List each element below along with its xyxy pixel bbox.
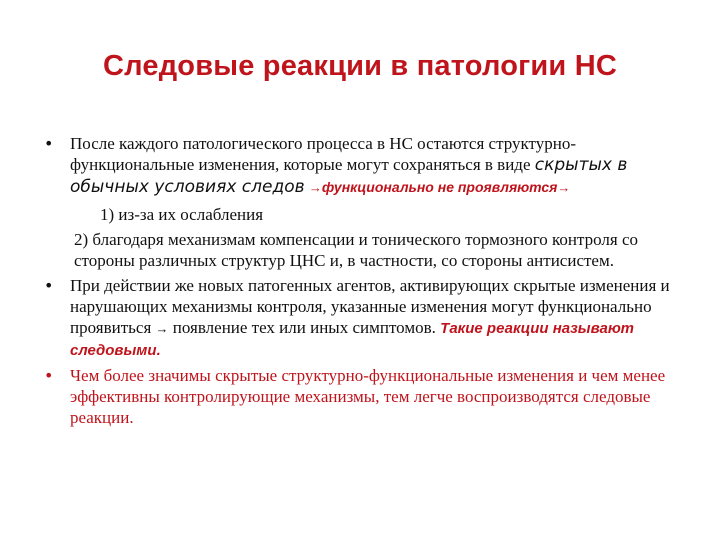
arrow-icon: →	[155, 321, 169, 336]
bullet-1-paragraph	[70, 133, 694, 198]
bullet-item-3	[44, 365, 694, 428]
bullet-2-red-emphasis: Такие реакции называют следовыми.	[70, 320, 634, 359]
bullet-1-sub-item-2-text: 2) благодаря механизмам компенсации и тонического тормозного контроля со стороны различных структур ЦНС и, в частности, со стороны антисистем.	[74, 230, 638, 270]
bullet-marker: •	[44, 366, 54, 385]
bullet-marker: •	[44, 276, 54, 295]
arrow-icon: →	[557, 180, 571, 195]
bullet-2-text-continued: появление тех или иных симптомов.	[168, 318, 441, 337]
bullet-marker: •	[44, 134, 54, 153]
bullet-3-text: Чем более значимы скрытые структурно-функциональные изменения и чем менее эффективны контролирующие механизмы, тем легче воспроизводятся следовые реакции.	[70, 366, 666, 427]
bullet-1-italic-phrase: скрытых в обычных условиях следов	[70, 155, 628, 197]
bullet-2-text: При действии же новых патогенных агентов, активирующих скрытые изменения и нарушающих механизмы контроля, указанные изменения могут функционально проявиться	[70, 276, 670, 337]
bullet-1-text: После каждого патологического процесса в НС остаются структурно-функциональные изменения, которые могут сохраняться в виде	[70, 134, 576, 174]
slide-content	[44, 133, 694, 428]
arrow-icon: →	[308, 180, 322, 195]
bullet-item-2	[44, 275, 694, 361]
bullet-item-1	[44, 133, 694, 271]
bullet-1-sub-item-2	[70, 229, 694, 271]
bullet-1-sub-item-1: 1) из-за их ослабления	[100, 205, 264, 224]
bullet-2-paragraph	[70, 275, 694, 361]
bullet-1-red-emphasis: функционально не проявляются	[321, 179, 558, 195]
slide-title: Следовые реакции в патологии НС	[102, 50, 617, 82]
